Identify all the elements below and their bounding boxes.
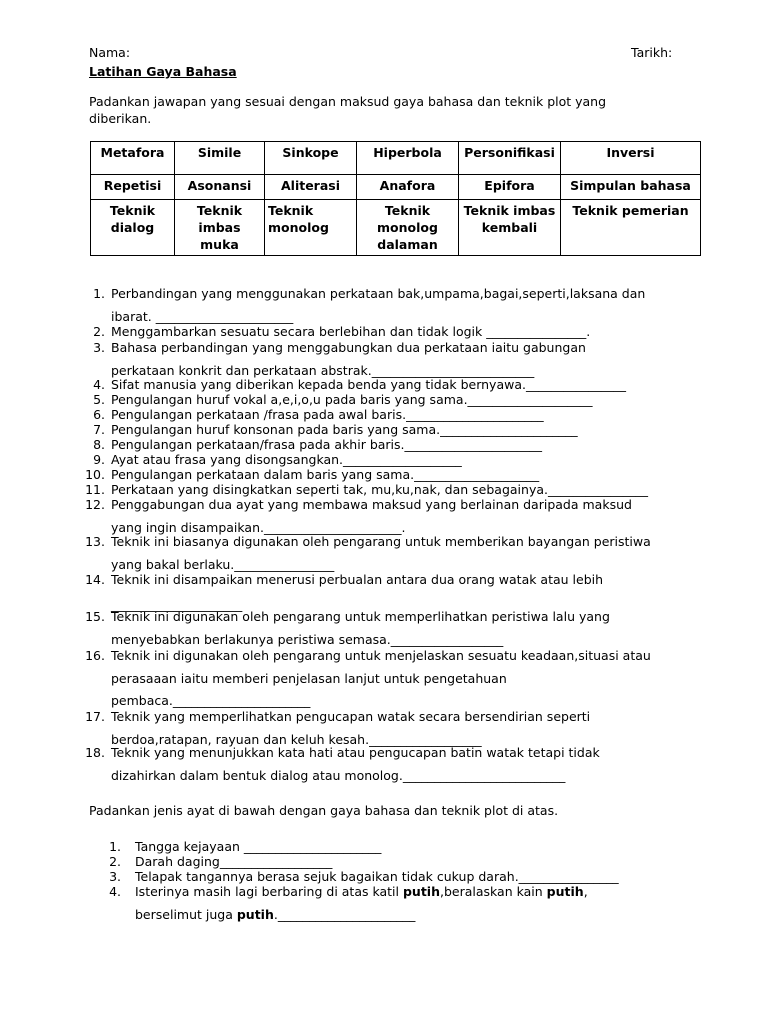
table-row [91,175,701,200]
item-number: 14. [85,572,105,587]
item-number: 16. [85,648,105,663]
table-cell: Simile [175,142,265,175]
question-text-line: Teknik yang memperlihatkan pengucapan watak secara bersendirian seperti [111,709,591,724]
question-text-line: Tangga kejayaan ______________________ [135,839,382,854]
question-text-line: menyebabkan berlakunya peristiwa semasa.__________________ [111,632,504,647]
bold-word: putih [402,884,440,899]
question-text-line: Penggabungan dua ayat yang membawa maksud yang berlainan daripada maksud [111,497,632,512]
table-cell: Teknik imbas kembali [459,200,561,256]
item-number: 6. [93,407,105,422]
item-number: 4. [93,377,105,392]
question-text-line: Pengulangan huruf vokal a,e,i,o,u pada baris yang sama.____________________ [111,392,593,407]
instruction-2: Padankan jenis ayat di bawah dengan gaya bahasa dan teknik plot di atas. [89,803,559,818]
worksheet-title: Latihan Gaya Bahasa [89,64,237,79]
table-cell: Teknik dialog [91,200,175,256]
table-cell: Epifora [459,175,561,200]
question-text-line: Darah daging__________________ [135,854,333,869]
question-text-line: Pengulangan huruf konsonan pada baris yang sama.______________________ [111,422,578,437]
table-cell: Aliterasi [265,175,357,200]
table-cell: Anafora [357,175,459,200]
item-number: 5. [93,392,105,407]
question-text-line: Teknik ini digunakan oleh pengarang untuk memperlihatkan peristiwa lalu yang [111,609,610,624]
question-text-line: perasaaan iaitu memberi penjelasan lanjut untuk pengetahuan [111,671,507,686]
question-text-line: Pengulangan perkataan dalam baris yang sama.____________________ [111,467,540,482]
text-segment: Isterinya masih lagi berbaring di atas katil [135,884,403,899]
bold-word: putih [236,907,274,922]
question-text-line: Sifat manusia yang diberikan kepada benda yang tidak bernyawa.________________ [111,377,626,392]
item-number: 3. [93,340,105,355]
item-number: 2. [93,324,105,339]
table-cell: Metafora [91,142,175,175]
item-number: 9. [93,452,105,467]
table-cell: Teknik imbas muka [175,200,265,256]
question-text-line: Bahasa perbandingan yang menggabungkan dua perkataan iaitu gabungan [111,340,586,355]
question-text-line: dizahirkan dalam bentuk dialog atau monolog.__________________________ [111,768,566,783]
question-text-line: Perkataan yang disingkatkan seperti tak, mu,ku,nak, dan sebagainya.________________ [111,482,648,497]
item-number: 13. [85,534,105,549]
question-text-line: Teknik ini digunakan oleh pengarang untuk menjelaskan sesuatu keadaan,situasi atau [111,648,651,663]
question-text-line: perkataan konkrit dan perkataan abstrak.__________________________ [111,363,535,378]
question-text-line [135,884,588,899]
date-label: Tarikh: [631,45,673,60]
question-text-line: Pengulangan perkataan/frasa pada akhir baris.______________________ [111,437,543,452]
text-segment: .______________________ [273,907,416,922]
item-number: 17. [85,709,105,724]
question-text-line: Teknik ini disampaikan menerusi perbualan antara dua orang watak atau lebih [111,572,604,587]
question-text-line: Teknik ini biasanya digunakan oleh pengarang untuk memberikan bayangan peristiwa [111,534,651,549]
table-cell: Personifikasi [459,142,561,175]
table-cell: Teknik monolog dalaman [357,200,459,256]
question-text-line: berdoa,ratapan, rayuan dan keluh kesah.__________________ [111,732,482,747]
item-number: 1. [109,839,121,854]
item-number: 1. [93,286,105,301]
instruction-1: Padankan jawapan yang sesuai dengan maksud gaya bahasa dan teknik plot yang diberikan. [89,94,607,126]
answer-bank-table [90,141,701,256]
question-text-line: Perbandingan yang menggunakan perkataan bak,umpama,bagai,seperti,laksana dan [111,286,646,301]
question-text-line: Pengulangan perkataan /frasa pada awal baris.______________________ [111,407,544,422]
table-row [91,200,701,256]
item-number: 8. [93,437,105,452]
bold-word: putih [546,884,584,899]
text-segment: ,beralaskan kain [440,884,547,899]
table-cell: Asonansi [175,175,265,200]
name-label: Nama: [89,45,131,60]
table-cell: Sinkope [265,142,357,175]
question-text-line: Teknik yang menunjukkan kata hati atau pengucapan batin watak tetapi tidak [111,745,600,760]
question-text-line: ibarat. ______________________ [111,309,294,324]
text-segment: berselimut juga [135,907,237,922]
question-text-line: Menggambarkan sesuatu secara berlebihan dan tidak logik ________________. [111,324,591,339]
item-number: 15. [85,609,105,624]
item-number: 12. [85,497,105,512]
item-number: 3. [109,869,121,884]
question-text-line: yang bakal berlaku.________________ [111,557,335,572]
table-row [91,142,701,175]
table-cell: Hiperbola [357,142,459,175]
question-text-line: Ayat atau frasa yang disongsangkan.___________________ [111,452,462,467]
table-cell: Teknik pemerian [561,200,701,256]
question-text-line [135,907,415,922]
table-cell: Repetisi [91,175,175,200]
question-text-line: pembaca.______________________ [111,693,311,708]
table-cell: Simpulan bahasa [561,175,701,200]
question-text-line: Telapak tangannya berasa sejuk bagaikan tidak cukup darah.________________ [135,869,619,884]
question-text-line: _____________________ [111,597,243,612]
item-number: 10. [85,467,105,482]
question-text-line: yang ingin disampaikan.______________________. [111,520,406,535]
table-cell: Inversi [561,142,701,175]
item-number: 4. [109,884,121,899]
table-cell: Teknik monolog [265,200,357,256]
item-number: 2. [109,854,121,869]
item-number: 11. [85,482,105,497]
item-number: 18. [85,745,105,760]
text-segment: , [583,884,588,899]
item-number: 7. [93,422,105,437]
